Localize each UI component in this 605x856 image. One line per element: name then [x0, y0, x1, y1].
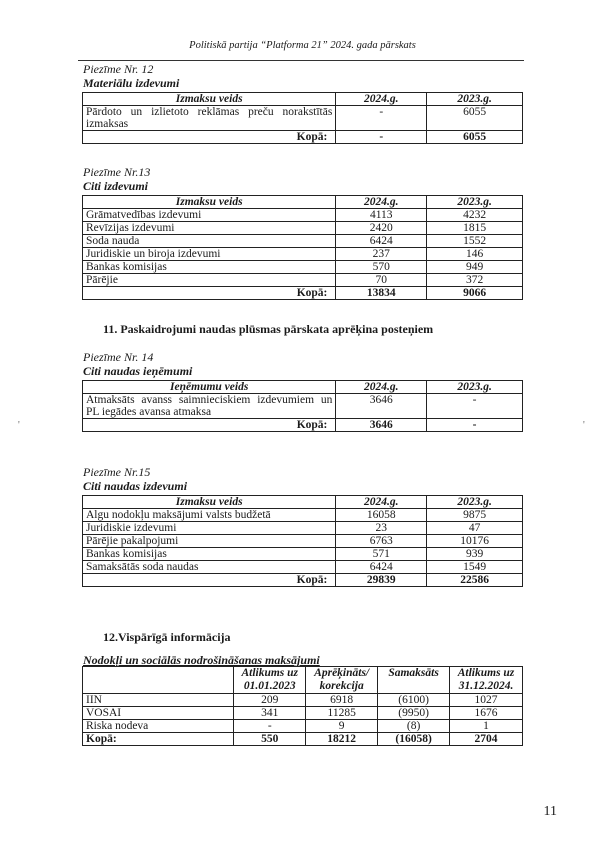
cell: 10176	[427, 535, 523, 548]
cell: 47	[427, 522, 523, 535]
cell: (16058)	[378, 733, 450, 746]
table-row	[83, 522, 523, 535]
total-label: Kopā:	[83, 287, 336, 300]
note12-table	[82, 92, 523, 144]
header-cell: 2023.g.	[427, 196, 523, 209]
cell: -	[336, 131, 427, 144]
note14-subtitle: Citi naudas ieņēmumi	[83, 364, 193, 378]
cell: 1552	[427, 235, 523, 248]
cell: 3646	[336, 419, 427, 432]
note13-title: Piezīme Nr.13	[83, 165, 151, 179]
cell: 9875	[427, 509, 523, 522]
cell: (8)	[378, 720, 450, 733]
total-row	[83, 131, 523, 144]
cell: 1815	[427, 222, 523, 235]
table-row	[83, 535, 523, 548]
cell: 939	[427, 548, 523, 561]
cell: 11285	[306, 707, 378, 720]
header-cell: 2024.g.	[336, 196, 427, 209]
cell: 6918	[306, 694, 378, 707]
taxes-table	[82, 666, 523, 746]
table-row	[83, 548, 523, 561]
header-cell: 2024.g.	[336, 381, 427, 394]
cell: 70	[336, 274, 427, 287]
section11-title: 11. Paskaidrojumi naudas plūsmas pārskata aprēķina posteņiem	[103, 322, 434, 336]
header-cell: 2023.g.	[427, 381, 523, 394]
cell: 23	[336, 522, 427, 535]
cell: 3646	[336, 394, 427, 419]
total-row	[83, 574, 523, 587]
header-cell: Samaksāts	[378, 667, 450, 694]
cell: 570	[336, 261, 427, 274]
cell: 341	[234, 707, 306, 720]
cell: (6100)	[378, 694, 450, 707]
header-cell: Izmaksu veids	[83, 496, 336, 509]
note13-table	[82, 195, 523, 300]
cell: 2704	[450, 733, 523, 746]
scan-mark: '	[583, 420, 585, 431]
cell: -	[336, 106, 427, 131]
cell: 22586	[427, 574, 523, 587]
cell: 372	[427, 274, 523, 287]
cell: 4232	[427, 209, 523, 222]
cell: -	[427, 419, 523, 432]
table-row	[83, 720, 523, 733]
cell: 949	[427, 261, 523, 274]
table-row	[83, 694, 523, 707]
cell: VOSAI	[83, 707, 234, 720]
table-row	[83, 707, 523, 720]
cell: 9066	[427, 287, 523, 300]
cell: 6424	[336, 235, 427, 248]
header-divider	[78, 60, 524, 61]
page-number: 11	[543, 804, 557, 819]
header-cell: 2024.g.	[336, 496, 427, 509]
cell: 1549	[427, 561, 523, 574]
cell: Revīzijas izdevumi	[83, 222, 336, 235]
note14-table	[82, 380, 523, 432]
table-row	[83, 274, 523, 287]
table-row	[83, 394, 523, 419]
total-label: Kopā:	[83, 419, 336, 432]
cell: Riska nodeva	[83, 720, 234, 733]
cell: Atmaksāts avanss saimnieciskiem izdevumiem un PL iegādes avansa atmaksa	[83, 394, 336, 419]
header-cell: Izmaksu veids	[83, 93, 336, 106]
header-cell: Atlikums uz 31.12.2024.	[450, 667, 523, 694]
cell: Samaksātās soda naudas	[83, 561, 336, 574]
cell: 16058	[336, 509, 427, 522]
cell: 6763	[336, 535, 427, 548]
total-label: Kopā:	[83, 733, 234, 746]
total-row	[83, 733, 523, 746]
cell: Pārdoto un izlietoto reklāmas preču norakstītās izmaksas	[83, 106, 336, 131]
cell: 29839	[336, 574, 427, 587]
note15-title: Piezīme Nr.15	[83, 465, 151, 479]
total-label: Kopā:	[83, 131, 336, 144]
table-row	[83, 209, 523, 222]
cell: Pārējie	[83, 274, 336, 287]
cell: Soda nauda	[83, 235, 336, 248]
cell: 6424	[336, 561, 427, 574]
cell: Grāmatvedības izdevumi	[83, 209, 336, 222]
table-row	[83, 106, 523, 131]
header-cell: 2024.g.	[336, 93, 427, 106]
scan-mark: '	[18, 420, 20, 431]
total-row	[83, 287, 523, 300]
header-cell: Atlikums uz 01.01.2023	[234, 667, 306, 694]
note12-title: Piezīme Nr. 12	[83, 62, 154, 76]
table-row	[83, 509, 523, 522]
total-row	[83, 419, 523, 432]
table-row	[83, 248, 523, 261]
cell: 13834	[336, 287, 427, 300]
cell: 4113	[336, 209, 427, 222]
header-cell	[83, 667, 234, 694]
cell: 9	[306, 720, 378, 733]
page-header: Politiskā partija “Platforma 21” 2024. gada pārskats	[189, 40, 416, 51]
header-cell: 2023.g.	[427, 496, 523, 509]
section12-title: 12.Vispārīgā informācija	[103, 630, 231, 644]
header-cell: 2023.g.	[427, 93, 523, 106]
note14-title: Piezīme Nr. 14	[83, 350, 154, 364]
cell: 6055	[427, 106, 523, 131]
cell: Bankas komisijas	[83, 548, 336, 561]
table-row	[83, 561, 523, 574]
cell: 2420	[336, 222, 427, 235]
cell: 1027	[450, 694, 523, 707]
cell: (9950)	[378, 707, 450, 720]
cell: 571	[336, 548, 427, 561]
cell: -	[234, 720, 306, 733]
note12-subtitle: Materiālu izdevumi	[83, 76, 180, 90]
total-label: Kopā:	[83, 574, 336, 587]
cell: 6055	[427, 131, 523, 144]
cell: Bankas komisijas	[83, 261, 336, 274]
cell: -	[427, 394, 523, 419]
cell: 209	[234, 694, 306, 707]
header-cell: Aprēķināts/ korekcija	[306, 667, 378, 694]
cell: 1	[450, 720, 523, 733]
cell: 550	[234, 733, 306, 746]
table-row	[83, 222, 523, 235]
cell: 1676	[450, 707, 523, 720]
header-cell: Izmaksu veids	[83, 196, 336, 209]
cell: Pārējie pakalpojumi	[83, 535, 336, 548]
cell: 146	[427, 248, 523, 261]
cell: Juridiskie izdevumi	[83, 522, 336, 535]
table-row	[83, 235, 523, 248]
cell: 18212	[306, 733, 378, 746]
table-row	[83, 261, 523, 274]
cell: Juridiskie un biroja izdevumi	[83, 248, 336, 261]
cell: 237	[336, 248, 427, 261]
cell: IIN	[83, 694, 234, 707]
note13-subtitle: Citi izdevumi	[83, 179, 149, 193]
cell: Algu nodokļu maksājumi valsts budžetā	[83, 509, 336, 522]
section12-subtitle: Nodokļi un sociālās nodrošināšanas maksājumi	[83, 653, 320, 667]
header-cell: Ieņēmumu veids	[83, 381, 336, 394]
note15-table	[82, 495, 523, 587]
note15-subtitle: Citi naudas izdevumi	[83, 479, 188, 493]
